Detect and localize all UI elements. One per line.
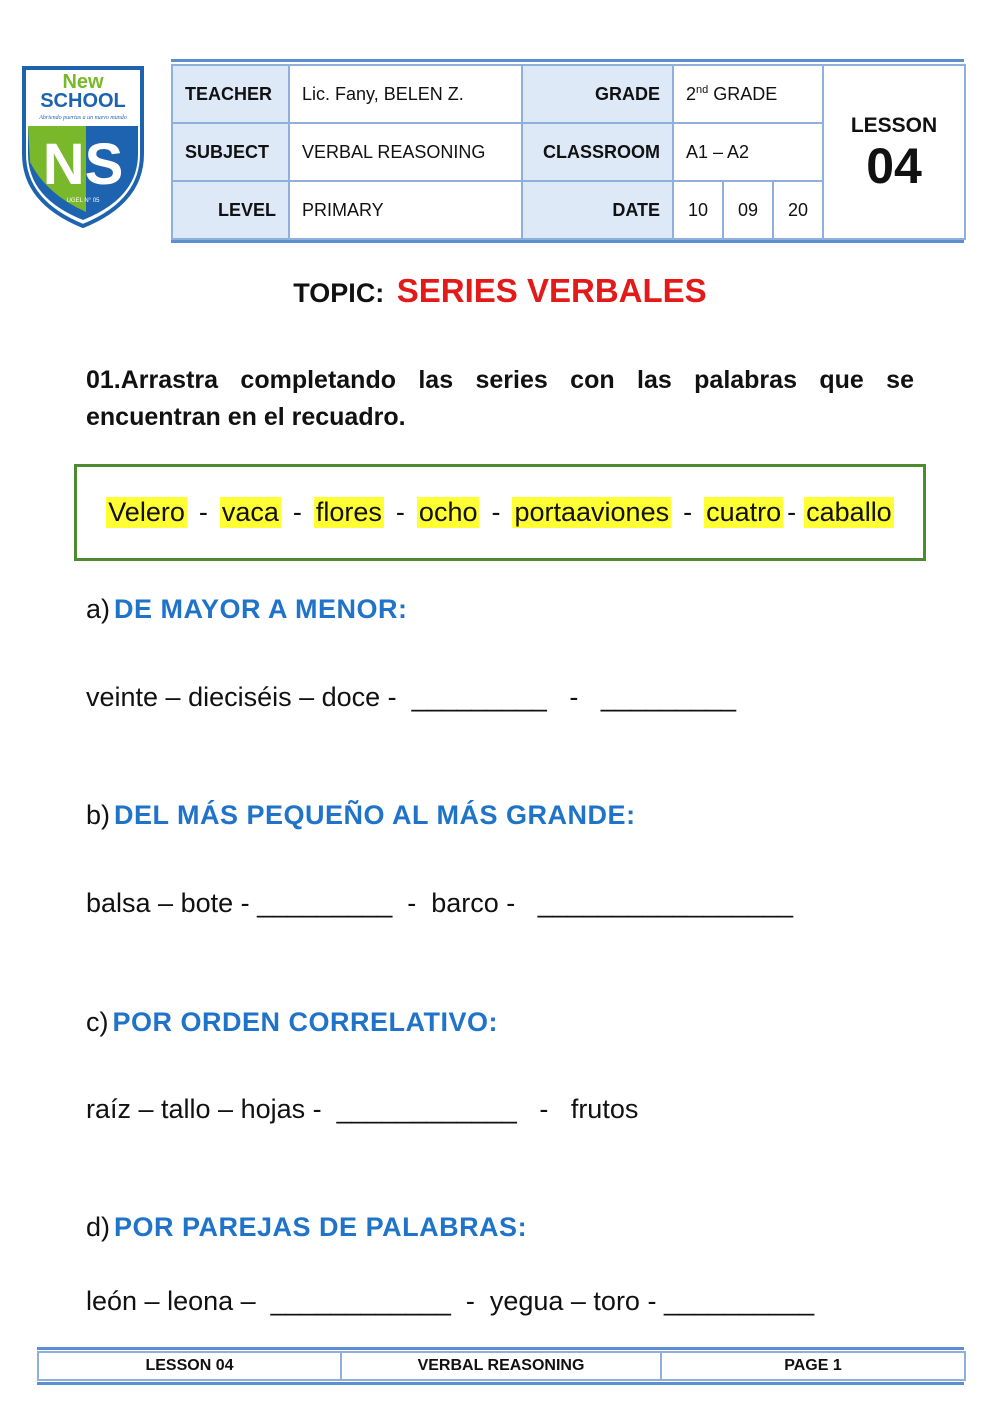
- word-separator: -: [683, 497, 693, 527]
- logo-initials: NS: [42, 132, 124, 197]
- level-value: PRIMARY: [289, 181, 522, 239]
- series-d-line[interactable]: león – leona – ____________ - yegua – toro - __________: [86, 1286, 815, 1316]
- subject-value: VERBAL REASONING: [289, 123, 522, 181]
- section-c-title: c) POR ORDEN CORRELATIVO:: [86, 1007, 499, 1037]
- word-chip[interactable]: caballo: [806, 497, 892, 527]
- topic-label: TOPIC:: [293, 278, 385, 308]
- grade-value: 2nd GRADE: [673, 65, 823, 123]
- instruction-text: 01.Arrastra completando las series con las palabras que se encuentran en el recuadro.: [86, 366, 914, 431]
- series-c-line[interactable]: raíz – tallo – hojas - ____________ - frutos: [86, 1094, 639, 1124]
- word-chip[interactable]: Velero: [108, 497, 185, 527]
- level-label: LEVEL: [172, 181, 289, 239]
- date-month: 09: [723, 181, 773, 239]
- lesson-number: 04: [866, 138, 922, 194]
- teacher-value: Lic. Fany, BELEN Z.: [289, 65, 522, 123]
- grade-label: GRADE: [522, 65, 673, 123]
- word-separator: -: [198, 497, 208, 527]
- section-d-title: d) POR PAREJAS DE PALABRAS:: [86, 1212, 528, 1242]
- word-chip[interactable]: ocho: [418, 497, 478, 527]
- word-bank: [74, 464, 926, 561]
- word-chip[interactable]: vaca: [221, 497, 279, 527]
- header-table: [171, 64, 966, 240]
- section-b-title: b) DEL MÁS PEQUEÑO AL MÁS GRANDE:: [86, 800, 636, 830]
- footer-lesson: LESSON 04: [38, 1352, 341, 1380]
- school-logo: [16, 62, 150, 230]
- footer-subject: VERBAL REASONING: [341, 1352, 661, 1380]
- date-year: 20: [773, 181, 823, 239]
- series-b-line[interactable]: balsa – bote - _________ - barco - _________________: [86, 888, 794, 918]
- footer-table: [37, 1351, 966, 1381]
- word-chip[interactable]: cuatro: [706, 497, 782, 527]
- date-label: DATE: [522, 181, 673, 239]
- logo-ugel: UGEL N° 05: [66, 198, 100, 204]
- section-a-title: a) DE MAYOR A MENOR:: [86, 594, 408, 624]
- logo-line2: SCHOOL: [40, 90, 126, 112]
- lesson-label: LESSON: [850, 114, 938, 137]
- word-chip[interactable]: portaaviones: [514, 497, 670, 527]
- topic-heading: [0, 272, 1000, 310]
- logo-tagline: Abriendo puertas a un nuevo mundo: [39, 115, 127, 121]
- teacher-label: TEACHER: [172, 65, 289, 123]
- lesson-box: [823, 65, 965, 239]
- logo-line1: New: [62, 71, 104, 93]
- date-day: 10: [673, 181, 723, 239]
- subject-label: SUBJECT: [172, 123, 289, 181]
- classroom-label: CLASSROOM: [522, 123, 673, 181]
- series-a-line[interactable]: veinte – dieciséis – doce - _________ - _________: [86, 682, 736, 712]
- topic-value: SERIES VERBALES: [396, 272, 707, 309]
- word-separator: -: [491, 497, 501, 527]
- classroom-value: A1 – A2: [673, 123, 823, 181]
- word-separator: -: [395, 497, 405, 527]
- footer-page: PAGE 1: [661, 1352, 965, 1380]
- word-separator: -: [292, 497, 302, 527]
- word-separator: -: [787, 497, 797, 527]
- word-chip[interactable]: flores: [315, 497, 382, 527]
